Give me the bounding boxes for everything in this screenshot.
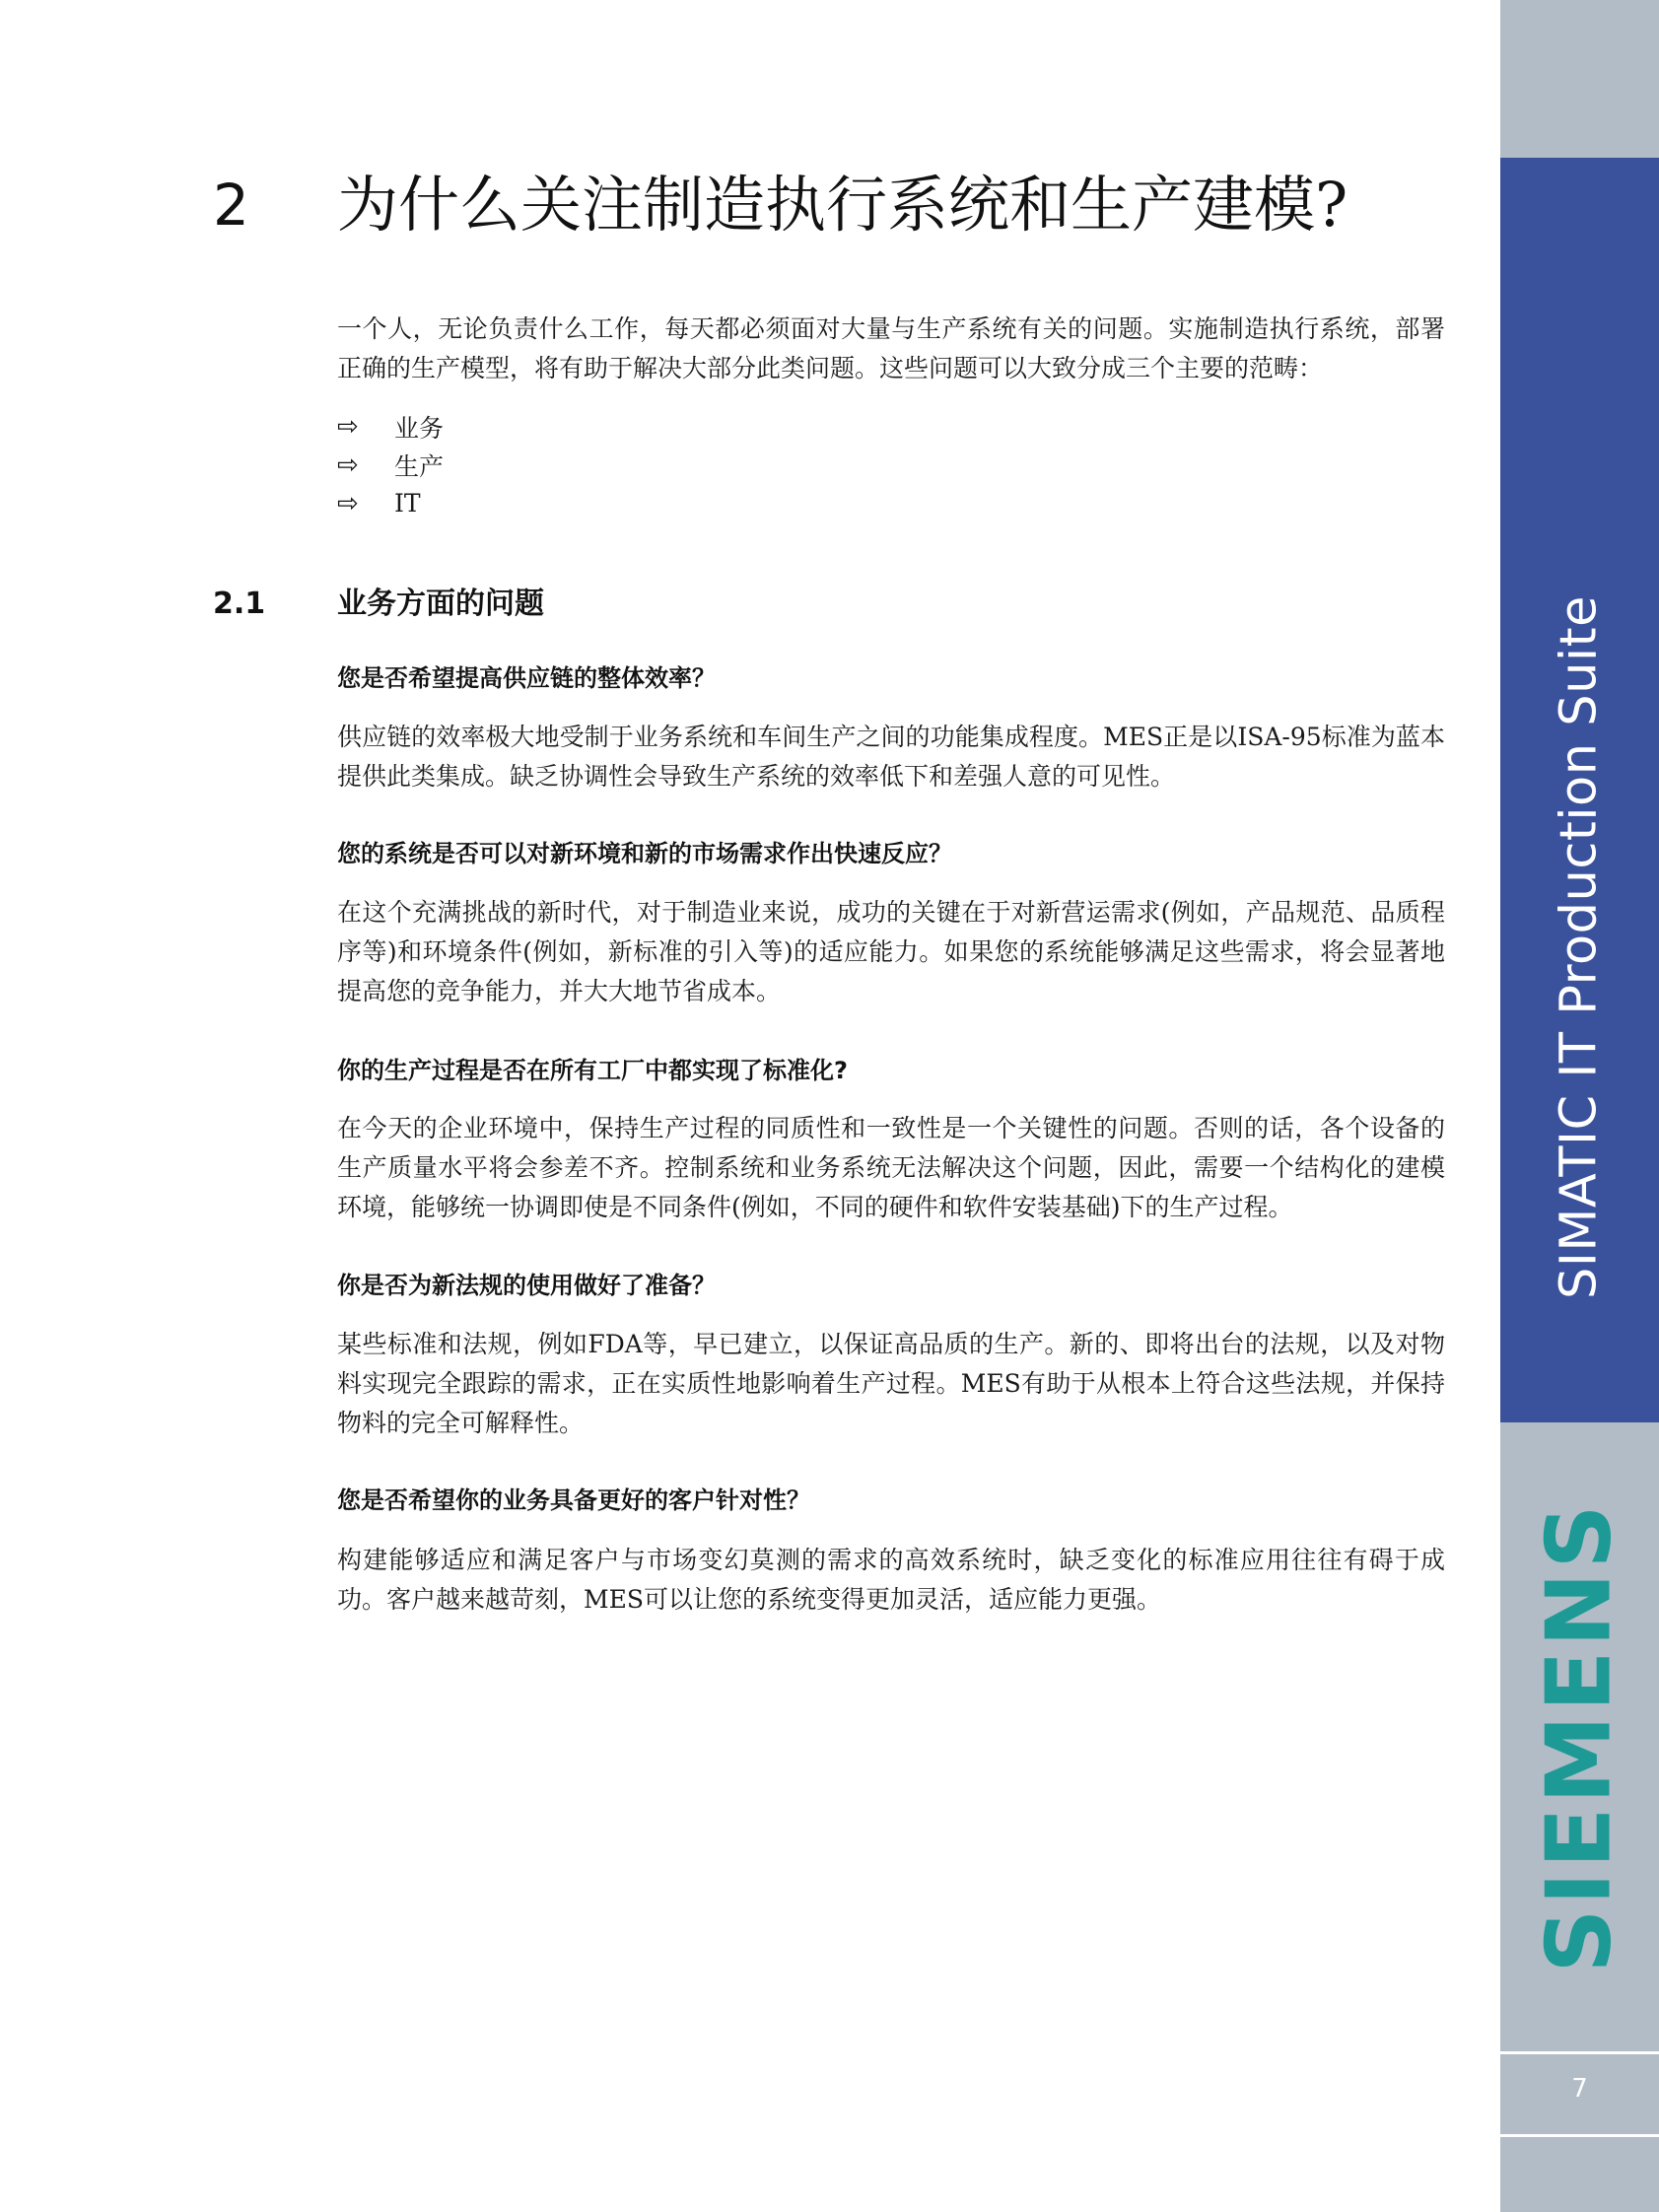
sidebar-product-band xyxy=(1500,158,1659,1422)
list-item xyxy=(337,484,444,522)
arrow-right-icon: ⇨ xyxy=(337,488,359,518)
question-heading: 您的系统是否可以对新环境和新的市场需求作出快速反应？ xyxy=(337,840,952,867)
intro-paragraph: 一个人，无论负责什么工作，每天都必须面对大量与生产系统有关的问题。实施制造执行系统，部署正确的生产模型，将有助于解决大部分此类问题。这些问题可以大致分成三个主要的范畴： xyxy=(337,314,1445,382)
arrow-right-icon: ⇨ xyxy=(337,411,359,442)
list-item-label: IT xyxy=(394,489,421,518)
arrow-right-icon: ⇨ xyxy=(337,449,359,480)
divider xyxy=(1500,2051,1659,2054)
question-heading: 你的生产过程是否在所有工厂中都实现了标准化? xyxy=(337,1057,848,1084)
chapter-number: 2 xyxy=(213,172,249,239)
answer-paragraph: 在今天的企业环境中，保持生产过程的同质性和一致性是一个关键性的问题。否则的话，各个设备的生产质量水平将会参差不齐。控制系统和业务系统无法解决这个问题，因此，需要一个结构化的建模环境，能够统一协调即使是不同条件(例如，不同的硬件和软件安装基础)下的生产过程。 xyxy=(337,1114,1445,1221)
chapter-title: 为什么关注制造执行系统和生产建模? xyxy=(337,169,1348,241)
list-item-label: 业务 xyxy=(394,413,445,443)
siemens-logo: SIEMENS xyxy=(1527,1500,1631,1973)
section-title: 业务方面的问题 xyxy=(337,587,544,621)
answer-paragraph: 供应链的效率极大地受制于业务系统和车间生产之间的功能集成程度。MES正是以ISA-95标准为蓝本提供此类集成。缺乏协调性会导致生产系统的效率低下和差强人意的可见性。 xyxy=(337,723,1445,791)
section-number: 2.1 xyxy=(213,587,266,621)
list-item xyxy=(337,407,444,446)
category-list xyxy=(337,407,444,522)
list-item xyxy=(337,446,444,484)
answer-paragraph: 构建能够适应和满足客户与市场变幻莫测的需求的高效系统时，缺乏变化的标准应用往往有碍于成功。客户越来越苛刻，MES可以让您的系统变得更加灵活，适应能力更强。 xyxy=(337,1546,1445,1614)
list-item-label: 生产 xyxy=(394,451,445,481)
answer-paragraph: 在这个充满挑战的新时代，对于制造业来说，成功的关键在于对新营运需求(例如，产品规范、品质程序等)和环境条件(例如，新标准的引入等)的适应能力。如果您的系统能够满足这些需求，将会显著地提高您的竞争能力，并大大地节省成本。 xyxy=(337,898,1445,1005)
question-heading: 您是否希望提高供应链的整体效率？ xyxy=(337,664,716,692)
sidebar xyxy=(1500,0,1659,2212)
answer-paragraph: 某些标准和法规，例如FDA等，早已建立，以保证高品质的生产。新的、即将出台的法规，以及对物料实现完全跟踪的需求，正在实质性地影响着生产过程。MES有助于从根本上符合这些法规，并保持物料的完全可解释性。 xyxy=(337,1330,1445,1437)
divider xyxy=(1500,2134,1659,2137)
question-heading: 您是否希望你的业务具备更好的客户针对性？ xyxy=(337,1486,810,1514)
product-name: SIMATIC IT Production Suite xyxy=(1550,594,1609,1300)
page-number: 7 xyxy=(1571,2074,1588,2104)
question-heading: 你是否为新法规的使用做好了准备？ xyxy=(337,1272,716,1299)
